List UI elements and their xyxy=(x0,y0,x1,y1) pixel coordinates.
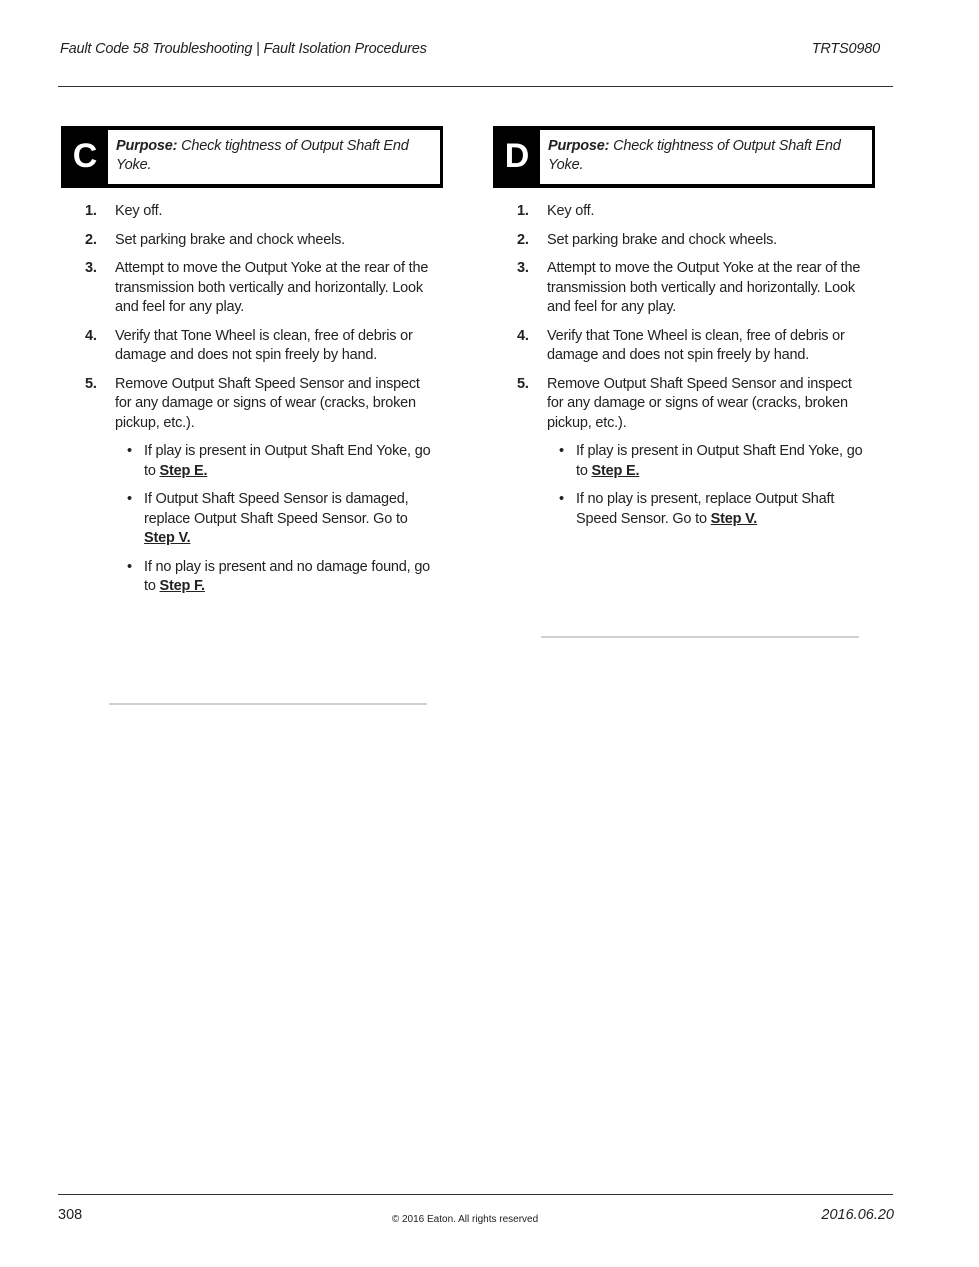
list-item xyxy=(493,375,875,530)
step-header-d xyxy=(493,126,875,188)
section-end-divider-d xyxy=(541,636,859,638)
bullet-icon: • xyxy=(559,443,564,459)
outcome-item xyxy=(115,442,439,481)
purpose-box-c xyxy=(108,130,440,184)
section-end-divider-c xyxy=(109,703,427,705)
outcome-text: If play is present in Output Shaft End Yoke, go to xyxy=(576,443,863,479)
list-item xyxy=(61,375,443,597)
list-item xyxy=(61,259,443,318)
document-id: TRTS0980 xyxy=(811,41,880,57)
outcome-item xyxy=(115,558,439,597)
step-v-link[interactable]: Step V. xyxy=(710,510,758,527)
purpose-text: Check tightness of Output Shaft End Yoke. xyxy=(116,138,409,173)
copyright-notice: © 2016 Eaton. All rights reserved xyxy=(391,1214,539,1225)
outcome-list-c xyxy=(115,442,439,597)
step-number: 3. xyxy=(517,260,529,276)
step-list-c xyxy=(61,202,443,597)
bullet-icon: • xyxy=(127,558,132,575)
outcome-item xyxy=(547,490,871,529)
step-text: Verify that Tone Wheel is clean, free of debris or damage and does not spin freely by hand. xyxy=(547,327,845,363)
bullet-icon: • xyxy=(559,491,564,507)
step-text: Verify that Tone Wheel is clean, free of debris or damage and does not spin freely by hand. xyxy=(115,327,413,363)
list-item xyxy=(493,231,875,251)
bullet-icon: • xyxy=(127,443,132,459)
revision-date: 2016.06.20 xyxy=(821,1207,894,1223)
step-e-link[interactable]: Step E. xyxy=(159,462,208,479)
step-text: Set parking brake and chock wheels. xyxy=(115,231,345,248)
list-item xyxy=(61,327,443,366)
outcome-list-d xyxy=(547,442,871,529)
outcome-text: If play is present in Output Shaft End Yoke, go to xyxy=(144,443,431,479)
step-number: 4. xyxy=(517,327,529,344)
step-f-link[interactable]: Step F. xyxy=(159,578,205,594)
bullet-icon: • xyxy=(127,491,132,507)
step-text: Attempt to move the Output Yoke at the rear of the transmission both vertically and horizontally. Look and feel for any play. xyxy=(547,260,861,315)
step-number: 1. xyxy=(85,203,97,219)
step-e-link[interactable]: Step E. xyxy=(591,462,640,479)
outcome-item xyxy=(115,490,439,549)
step-letter-d: D xyxy=(504,137,529,175)
step-text: Key off. xyxy=(547,203,595,219)
procedure-step-d xyxy=(493,126,875,538)
outcome-item xyxy=(547,442,871,481)
purpose-label: Purpose: xyxy=(116,138,178,154)
step-header-c xyxy=(61,126,443,188)
purpose-label: Purpose: xyxy=(548,138,610,154)
header-title: Fault Code 58 Troubleshooting | Fault Isolation Procedures xyxy=(60,41,427,57)
step-v-link[interactable]: Step V. xyxy=(144,530,191,546)
footer-divider xyxy=(58,1194,893,1195)
step-text: Attempt to move the Output Yoke at the rear of the transmission both vertically and horizontally. Look and feel for any play. xyxy=(115,260,429,315)
step-letter-c: C xyxy=(72,137,97,175)
list-item xyxy=(493,327,875,366)
page-number: 308 xyxy=(58,1207,83,1223)
step-text: Key off. xyxy=(115,203,163,219)
step-list-d xyxy=(493,202,875,529)
step-text: Set parking brake and chock wheels. xyxy=(547,231,777,248)
outcome-text: If no play is present, replace Output Shaft Speed Sensor. Go to xyxy=(576,491,835,527)
step-number: 1. xyxy=(517,203,529,219)
list-item xyxy=(61,231,443,251)
outcome-text: If no play is present and no damage found, go to xyxy=(144,558,431,594)
purpose-box-d xyxy=(540,130,872,184)
list-item xyxy=(493,259,875,318)
step-number: 3. xyxy=(85,260,97,276)
outcome-text: If Output Shaft Speed Sensor is damaged, replace Output Shaft Speed Sensor. Go to xyxy=(144,491,409,527)
procedure-step-c xyxy=(61,126,443,606)
step-number: 5. xyxy=(517,375,529,392)
step-number: 5. xyxy=(85,375,97,392)
step-text: Remove Output Shaft Speed Sensor and inspect for any damage or signs of wear (cracks, broken pickup, etc.). xyxy=(115,375,420,431)
step-number: 2. xyxy=(517,231,529,248)
step-number: 2. xyxy=(85,231,97,248)
step-text: Remove Output Shaft Speed Sensor and inspect for any damage or signs of wear (cracks, broken pickup, etc.). xyxy=(547,375,852,431)
list-item xyxy=(61,202,443,222)
list-item xyxy=(493,202,875,222)
purpose-text: Check tightness of Output Shaft End Yoke. xyxy=(548,138,841,173)
header-divider xyxy=(58,86,893,87)
step-number: 4. xyxy=(85,327,97,344)
